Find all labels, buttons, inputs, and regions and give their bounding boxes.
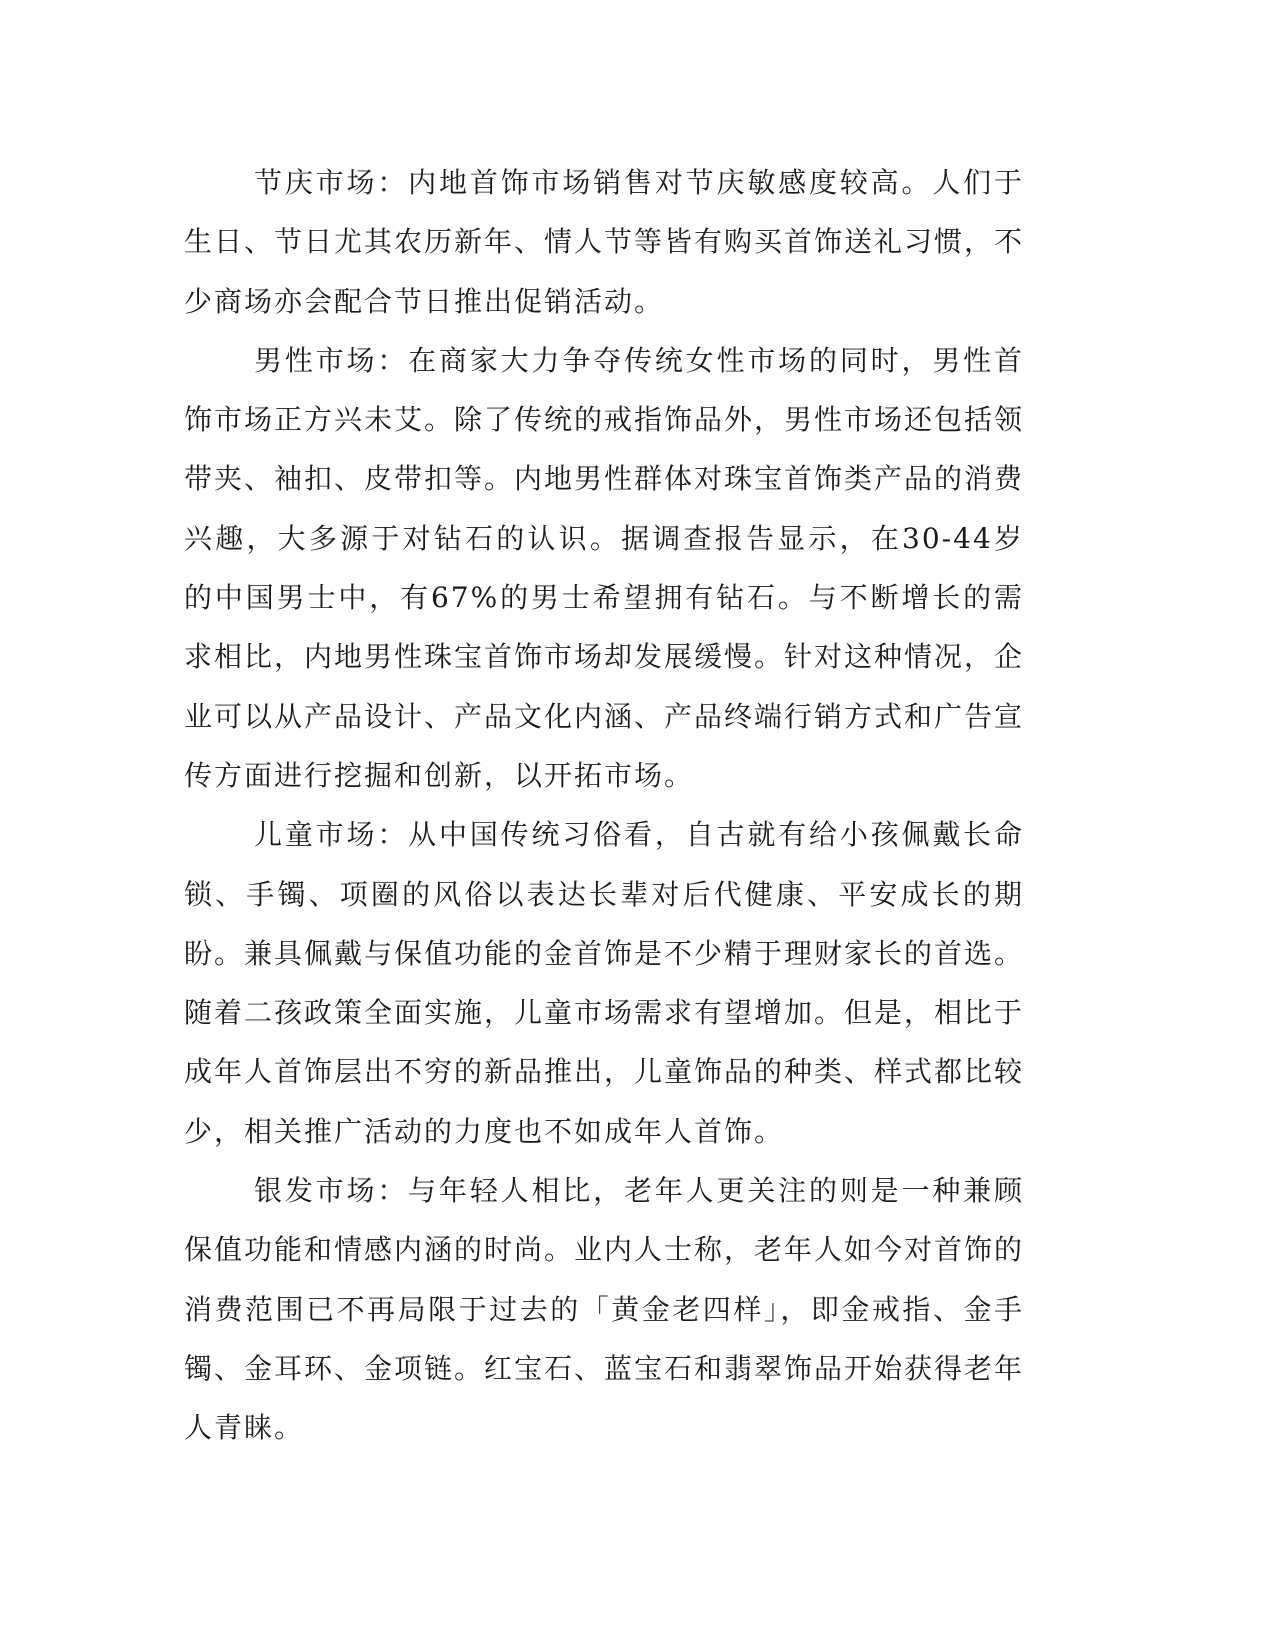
paragraph-male-market: 男性市场：在商家大力争夺传统女性市场的同时，男性首饰市场正方兴未艾。除了传统的戒指饰品外，男性市场还包括领带夹、袖扣、皮带扣等。内地男性群体对珠宝首饰类产品的消费兴趣，大多源于对钻石的认识。据调查报告显示，在30-44岁的中国男士中，有67%的男士希望拥有钻石。与不断增长的需求相比，内地男性珠宝首饰市场却发展缓慢。针对这种情况，企业可以从产品设计、产品文化内涵、产品终端行销方式和广告宣传方面进行挖掘和创新，以开拓市场。	[184, 343, 1025, 792]
document-body	[184, 153, 1024, 1458]
paragraph-festival-market: 节庆市场：内地首饰市场销售对节庆敏感度较高。人们于生日、节日尤其农历新年、情人节等皆有购买首饰送礼习惯，不少商场亦会配合节日推出促销活动。	[184, 166, 1025, 318]
paragraph-children-market: 儿童市场：从中国传统习俗看，自古就有给小孩佩戴长命锁、手镯、项圈的风俗以表达长辈对后代健康、平安成长的期盼。兼具佩戴与保值功能的金首饰是不少精于理财家长的首选。随着二孩政策全面实施，儿童市场需求有望增加。但是，相比于成年人首饰层出不穷的新品推出，儿童饰品的种类、样式都比较少，相关推广活动的力度也不如成年人首饰。	[184, 818, 1025, 1148]
paragraph-silver-market: 银发市场：与年轻人相比，老年人更关注的则是一种兼顾保值功能和情感内涵的时尚。业内人士称，老年人如今对首饰的消费范围已不再局限于过去的「黄金老四样」，即金戒指、金手镯、金耳环、金项链。红宝石、蓝宝石和翡翠饰品开始获得老年人青睐。	[184, 1174, 1025, 1445]
